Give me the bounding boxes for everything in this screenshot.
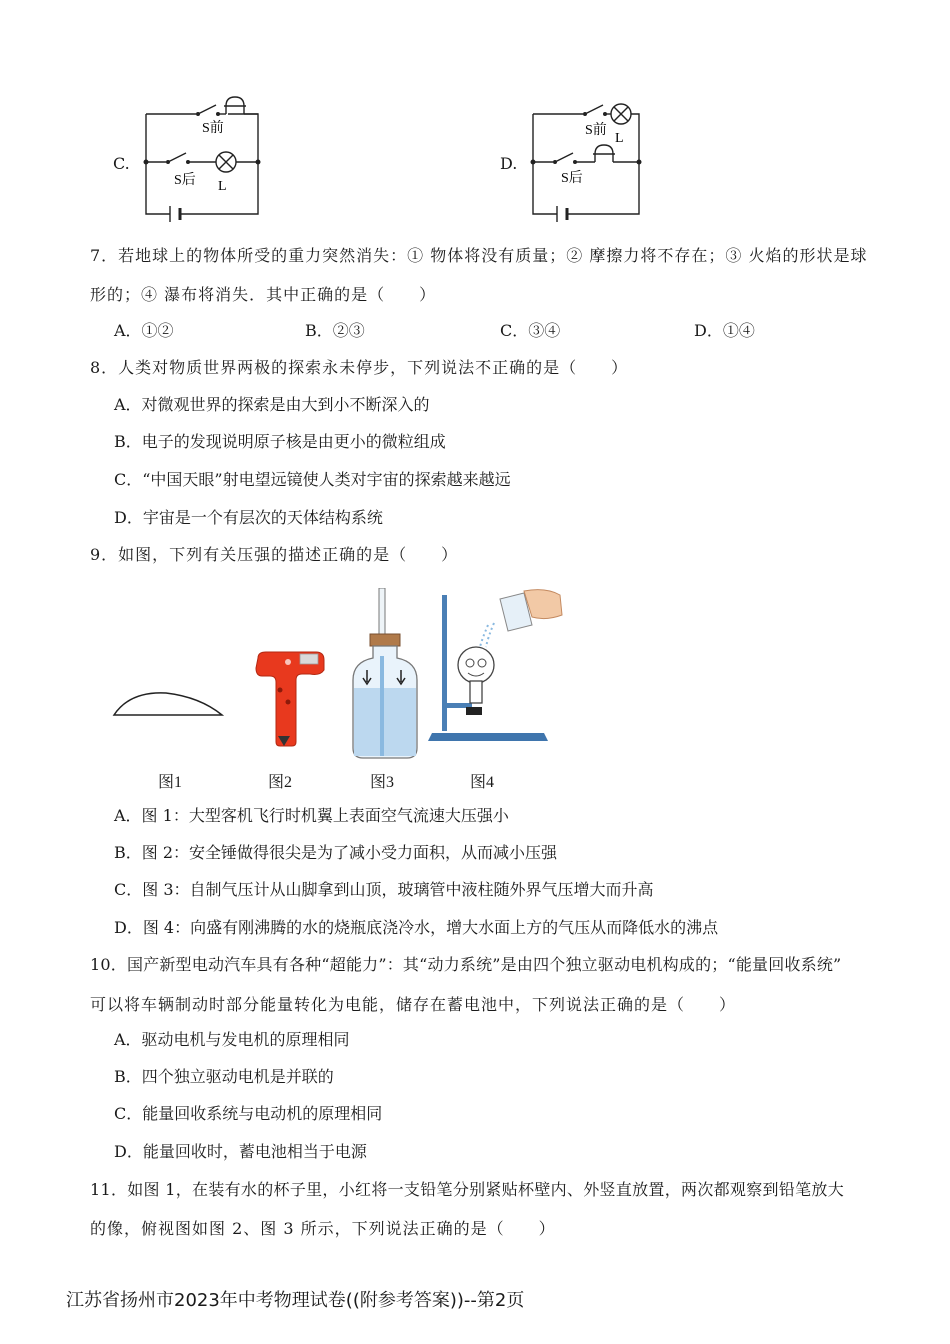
q8-option-c: C．“中国天眼”射电望远镜使人类对宇宙的探索越来越远 — [114, 470, 511, 489]
q10-line2: 可以将车辆制动时部分能量转化为电能，储存在蓄电池中，下列说法正确的是（ ） — [90, 995, 737, 1014]
q9-option-d: D．图 4：向盛有刚沸腾的水的烧瓶底浇冷水，增大水面上方的气压从而降低水的沸点 — [114, 918, 719, 937]
circuit-c-s-bottom: S后 — [174, 173, 196, 188]
circuit-c-diagram — [140, 92, 270, 227]
q10-option-a: A．驱动电机与发电机的原理相同 — [114, 1030, 350, 1049]
figure-2-safety-hammer-illustration — [250, 650, 330, 750]
circuit-d-s-top: S前 — [585, 123, 607, 138]
figure-4-flask-illustration — [428, 585, 568, 745]
q8-option-b: B．电子的发现说明原子核是由更小的微粒组成 — [114, 432, 446, 451]
circuit-d-lamp: L — [615, 131, 624, 146]
page-footer: 江苏省扬州市2023年中考物理试卷((附参考答案))--第2页 — [66, 1290, 525, 1311]
q8-stem: 8．人类对物质世界两极的探索永未停步，下列说法不正确的是（ ） — [90, 358, 629, 377]
q11-line2: 的像，俯视图如图 2、图 3 所示，下列说法正确的是（ ） — [90, 1219, 556, 1238]
q8-option-d: D．宇宙是一个有层次的天体结构系统 — [114, 508, 383, 527]
figure-1-caption: 图1 — [158, 774, 183, 791]
q7-line1: 7．若地球上的物体所受的重力突然消失：① 物体将没有质量；② 摩擦力将不存在；③ 火焰的形状是球 — [90, 246, 868, 265]
q9-option-a: A．图 1：大型客机飞行时机翼上表面空气流速大压强小 — [114, 806, 509, 825]
circuit-c-lamp: L — [218, 179, 227, 194]
figure-2-caption: 图2 — [268, 774, 293, 791]
q10-option-d: D．能量回收时，蓄电池相当于电源 — [114, 1142, 367, 1161]
q9-option-c: C．图 3：自制气压计从山脚拿到山顶，玻璃管中液柱随外界气压增大而升高 — [114, 880, 654, 899]
figure-1-wing-illustration — [110, 685, 230, 721]
q10-option-b: B．四个独立驱动电机是并联的 — [114, 1067, 334, 1086]
q7-option-d: D．①④ — [694, 321, 755, 340]
q8-option-a: A．对微观世界的探索是由大到小不断深入的 — [114, 395, 430, 414]
q7-option-a: A．①② — [114, 321, 174, 340]
circuit-c-label: C. — [113, 154, 130, 173]
figure-3-caption: 图3 — [370, 774, 395, 791]
q10-line1: 10．国产新型电动汽车具有各种“超能力”：其“动力系统”是由四个独立驱动电机构成的；“能量回收系统” — [90, 955, 842, 974]
circuit-d-label: D. — [500, 154, 518, 173]
circuit-d-s-bottom: S后 — [561, 171, 583, 186]
q9-option-b: B．图 2：安全锤做得很尖是为了减小受力面积，从而减小压强 — [114, 843, 558, 862]
q7-line2: 形的；④ 瀑布将消失．其中正确的是（ ） — [90, 285, 437, 304]
q10-option-c: C．能量回收系统与电动机的原理相同 — [114, 1104, 383, 1123]
figure-4-caption: 图4 — [470, 774, 495, 791]
q7-option-c: C．③④ — [500, 321, 561, 340]
circuit-d-diagram — [527, 92, 657, 227]
q7-option-b: B．②③ — [305, 321, 365, 340]
q9-stem: 9．如图，下列有关压强的描述正确的是（ ） — [90, 545, 459, 564]
circuit-c-s-top: S前 — [202, 121, 224, 136]
figure-3-barometer-illustration — [345, 588, 425, 760]
q11-line1: 11．如图 1，在装有水的杯子里，小红将一支铅笔分别紧贴杯壁内、外竖直放置，两次都观察到铅笔放大 — [90, 1180, 845, 1199]
